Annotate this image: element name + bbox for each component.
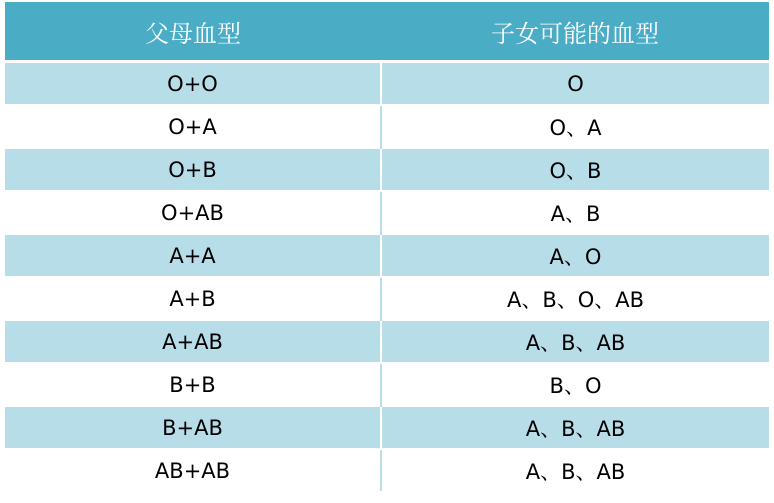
parents-cell: O+B <box>5 148 381 191</box>
children-cell: O <box>381 62 769 106</box>
table-row <box>5 234 769 277</box>
header-row <box>5 2 769 62</box>
children-cell: A、B、AB <box>381 320 769 363</box>
table-row <box>5 363 769 406</box>
parents-cell: AB+AB <box>5 449 381 491</box>
parents-cell: B+B <box>5 363 381 406</box>
table-row <box>5 191 769 234</box>
children-cell: A、B、O、AB <box>381 277 769 320</box>
table-body <box>5 62 769 492</box>
header-children-possible-blood-type: 子女可能的血型 <box>381 2 769 62</box>
table-row <box>5 449 769 491</box>
table-row <box>5 277 769 320</box>
children-cell: O、B <box>381 148 769 191</box>
parents-cell: O+O <box>5 62 381 106</box>
children-cell: B、O <box>381 363 769 406</box>
parents-cell: O+AB <box>5 191 381 234</box>
children-cell: A、O <box>381 234 769 277</box>
parents-cell: A+A <box>5 234 381 277</box>
table-row <box>5 320 769 363</box>
parents-cell: A+AB <box>5 320 381 363</box>
children-cell: A、B、AB <box>381 449 769 491</box>
header-parents-blood-type: 父母血型 <box>5 2 381 62</box>
table-header <box>5 2 769 62</box>
children-cell: A、B、AB <box>381 406 769 449</box>
parents-cell: A+B <box>5 277 381 320</box>
blood-type-table-container <box>5 2 769 498</box>
table-row <box>5 105 769 148</box>
blood-type-table <box>5 2 769 491</box>
table-row <box>5 62 769 106</box>
parents-cell: O+A <box>5 105 381 148</box>
parents-cell: B+AB <box>5 406 381 449</box>
table-row <box>5 148 769 191</box>
children-cell: O、A <box>381 105 769 148</box>
table-row <box>5 406 769 449</box>
children-cell: A、B <box>381 191 769 234</box>
